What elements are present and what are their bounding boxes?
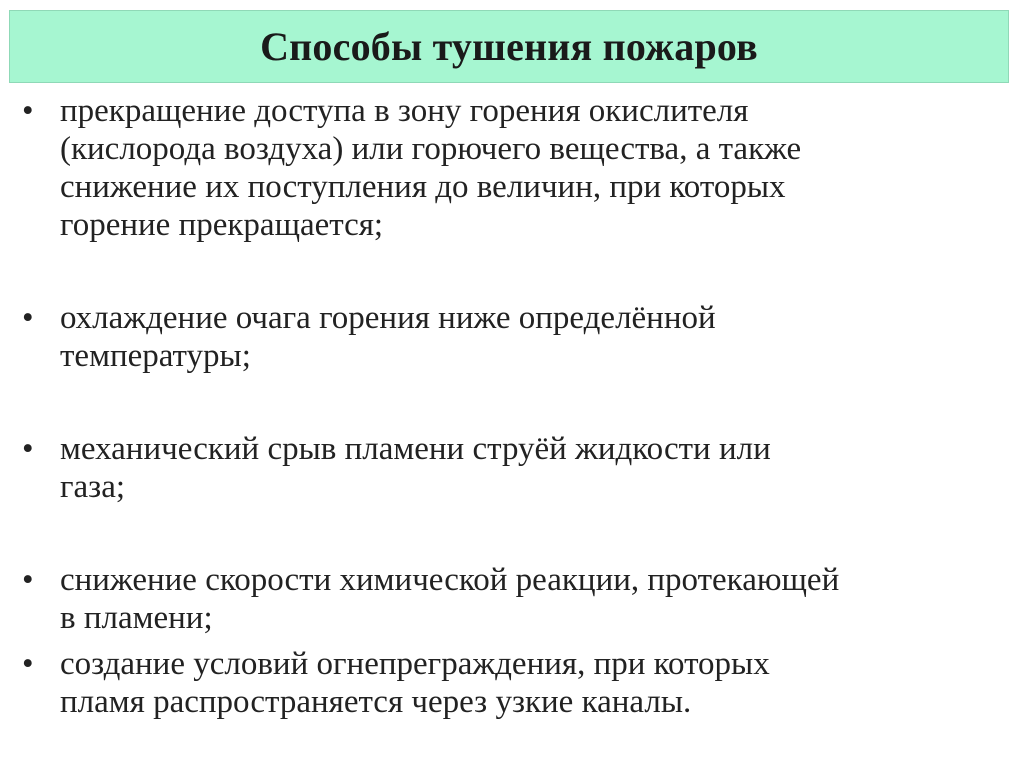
bullet-line: в пламени;: [60, 600, 213, 636]
bullet-item-access-cutoff: [22, 92, 1012, 244]
bullet-dot-icon: •: [22, 431, 34, 467]
bullet-dot-icon: •: [22, 646, 34, 682]
bullet-item-flame-arrest: [22, 645, 1012, 721]
bullet-line: прекращение доступа в зону горения окислителя: [60, 93, 749, 129]
bullet-line: охлаждение очага горения ниже определённой: [60, 300, 716, 336]
bullet-line: механический срыв пламени струёй жидкости или: [60, 431, 771, 467]
bullet-line: пламя распространяется через узкие каналы.: [60, 684, 692, 720]
bullet-item-reaction-slowdown: [22, 561, 1012, 637]
slide-title: Способы тушения пожаров: [260, 24, 758, 69]
title-banner: [9, 10, 1009, 83]
bullet-line: температуры;: [60, 338, 251, 374]
bullet-item-flame-blowoff: [22, 430, 1012, 506]
bullet-dot-icon: •: [22, 300, 34, 336]
bullet-line: создание условий огнепреграждения, при которых: [60, 646, 770, 682]
bullet-line: снижение их поступления до величин, при которых: [60, 169, 786, 205]
bullet-dot-icon: •: [22, 562, 34, 598]
bullet-list: [22, 92, 1012, 721]
bullet-line: снижение скорости химической реакции, протекающей: [60, 562, 840, 598]
bullet-line: горение прекращается;: [60, 207, 384, 243]
bullet-line: газа;: [60, 469, 126, 505]
bullet-item-cooling: [22, 299, 1012, 375]
bullet-line: (кислорода воздуха) или горючего вещества, а также: [60, 131, 802, 167]
bullet-dot-icon: •: [22, 93, 34, 129]
